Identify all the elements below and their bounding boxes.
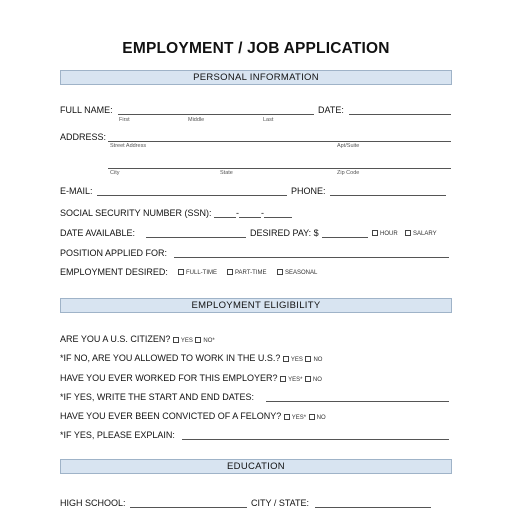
seasonal-option[interactable] [277, 269, 317, 277]
seasonal-label: SEASONAL [285, 270, 318, 276]
felony-explain-line[interactable] [182, 439, 449, 440]
ssn-sep-2: - [261, 208, 265, 218]
salary-label: SALARY [413, 231, 437, 237]
employment-desired-label: EMPLOYMENT DESIRED: [60, 267, 168, 277]
felony-no-label: NO [316, 415, 326, 421]
citizen-yes-label: YES [180, 338, 193, 344]
start-end-dates-label: *IF YES, WRITE THE START AND END DATES: [60, 392, 255, 402]
hour-option[interactable] [372, 230, 398, 238]
citizen-no-checkbox[interactable] [195, 337, 201, 343]
felony-yes-option[interactable] [284, 415, 306, 421]
salary-option[interactable] [405, 230, 437, 238]
city-sublabel: City [110, 170, 120, 176]
full-name-line[interactable] [118, 114, 314, 115]
allowed-to-work-text: *IF NO, ARE YOU ALLOWED TO WORK IN THE U.S.? [60, 353, 281, 363]
allowed-yes-checkbox[interactable] [283, 356, 289, 362]
full-time-label: FULL-TIME [186, 270, 218, 276]
middle-sublabel: Middle [188, 117, 205, 123]
felony-yes-label: YES* [291, 415, 307, 421]
citizen-no-option[interactable] [195, 338, 214, 344]
worked-yes-option[interactable] [280, 377, 302, 383]
ssn-label [60, 208, 292, 219]
first-sublabel: First [119, 117, 130, 123]
full-name-label: FULL NAME: [60, 105, 113, 115]
hour-label: HOUR [380, 231, 398, 237]
worked-yes-checkbox[interactable] [280, 376, 286, 382]
allowed-no-label: NO [313, 357, 323, 363]
felony-question [60, 411, 326, 422]
zip-sublabel: Zip Code [337, 170, 360, 176]
full-time-checkbox[interactable] [178, 269, 184, 275]
city-state-label: CITY / STATE: [251, 498, 310, 508]
citizen-yes-checkbox[interactable] [173, 337, 179, 343]
desired-pay-line[interactable] [322, 237, 368, 238]
phone-line[interactable] [330, 195, 446, 196]
citizen-yes-option[interactable] [173, 338, 193, 344]
worked-before-text: HAVE YOU EVER WORKED FOR THIS EMPLOYER? [60, 373, 278, 383]
full-time-option[interactable] [178, 269, 217, 277]
worked-no-label: NO [312, 377, 322, 383]
allowed-yes-option[interactable] [283, 357, 303, 363]
section-header-personal: PERSONAL INFORMATION [60, 70, 452, 85]
felony-no-checkbox[interactable] [309, 414, 315, 420]
last-sublabel: Last [263, 117, 274, 123]
email-line[interactable] [97, 195, 287, 196]
date-line[interactable] [349, 114, 451, 115]
ssn-sep-1: - [236, 208, 240, 218]
ssn-label-text: SOCIAL SECURITY NUMBER (SSN): [60, 208, 212, 218]
city-state-zip-line[interactable] [108, 168, 451, 169]
felony-yes-checkbox[interactable] [284, 414, 290, 420]
ssn-part1[interactable] [214, 209, 236, 218]
worked-no-checkbox[interactable] [305, 376, 311, 382]
citizen-question [60, 334, 215, 345]
address-label: ADDRESS: [60, 132, 107, 142]
citizen-no-label: NO* [203, 338, 215, 344]
date-available-label: DATE AVAILABLE: [60, 228, 136, 238]
part-time-label: PART-TIME [235, 270, 267, 276]
part-time-checkbox[interactable] [227, 269, 233, 275]
street-address-line[interactable] [108, 141, 451, 142]
ssn-part3[interactable] [264, 209, 292, 218]
citizen-question-text: ARE YOU A U.S. CITIZEN? [60, 334, 171, 344]
state-sublabel: State [220, 170, 233, 176]
city-state-line[interactable] [315, 507, 431, 508]
seasonal-checkbox[interactable] [277, 269, 283, 275]
allowed-to-work-question [60, 353, 322, 364]
position-line[interactable] [174, 257, 449, 258]
desired-pay-label: DESIRED PAY: $ [250, 228, 319, 238]
worked-before-question [60, 373, 322, 384]
phone-label: PHONE: [291, 186, 326, 196]
section-header-eligibility: EMPLOYMENT ELIGIBILITY [60, 298, 452, 313]
felony-explain-label: *IF YES, PLEASE EXPLAIN: [60, 430, 175, 440]
high-school-line[interactable] [130, 507, 247, 508]
worked-no-option[interactable] [305, 377, 322, 383]
allowed-no-option[interactable] [305, 357, 322, 363]
part-time-option[interactable] [227, 269, 266, 277]
section-header-education: EDUCATION [60, 459, 452, 474]
worked-yes-label: YES* [288, 377, 303, 383]
date-available-line[interactable] [146, 237, 246, 238]
high-school-label: HIGH SCHOOL: [60, 498, 126, 508]
email-label: E-MAIL: [60, 186, 93, 196]
form-title: EMPLOYMENT / JOB APPLICATION [122, 40, 390, 57]
date-label: DATE: [318, 105, 344, 115]
allowed-yes-label: YES [290, 357, 303, 363]
position-label: POSITION APPLIED FOR: [60, 248, 168, 258]
hour-checkbox[interactable] [372, 230, 378, 236]
allowed-no-checkbox[interactable] [305, 356, 311, 362]
apt-sublabel: Apt/Suite [337, 143, 360, 149]
felony-no-option[interactable] [309, 415, 326, 421]
ssn-part2[interactable] [239, 209, 261, 218]
felony-text: HAVE YOU EVER BEEN CONVICTED OF A FELONY? [60, 411, 282, 421]
salary-checkbox[interactable] [405, 230, 411, 236]
start-end-dates-line[interactable] [266, 401, 449, 402]
street-sublabel: Street Address [110, 143, 147, 149]
